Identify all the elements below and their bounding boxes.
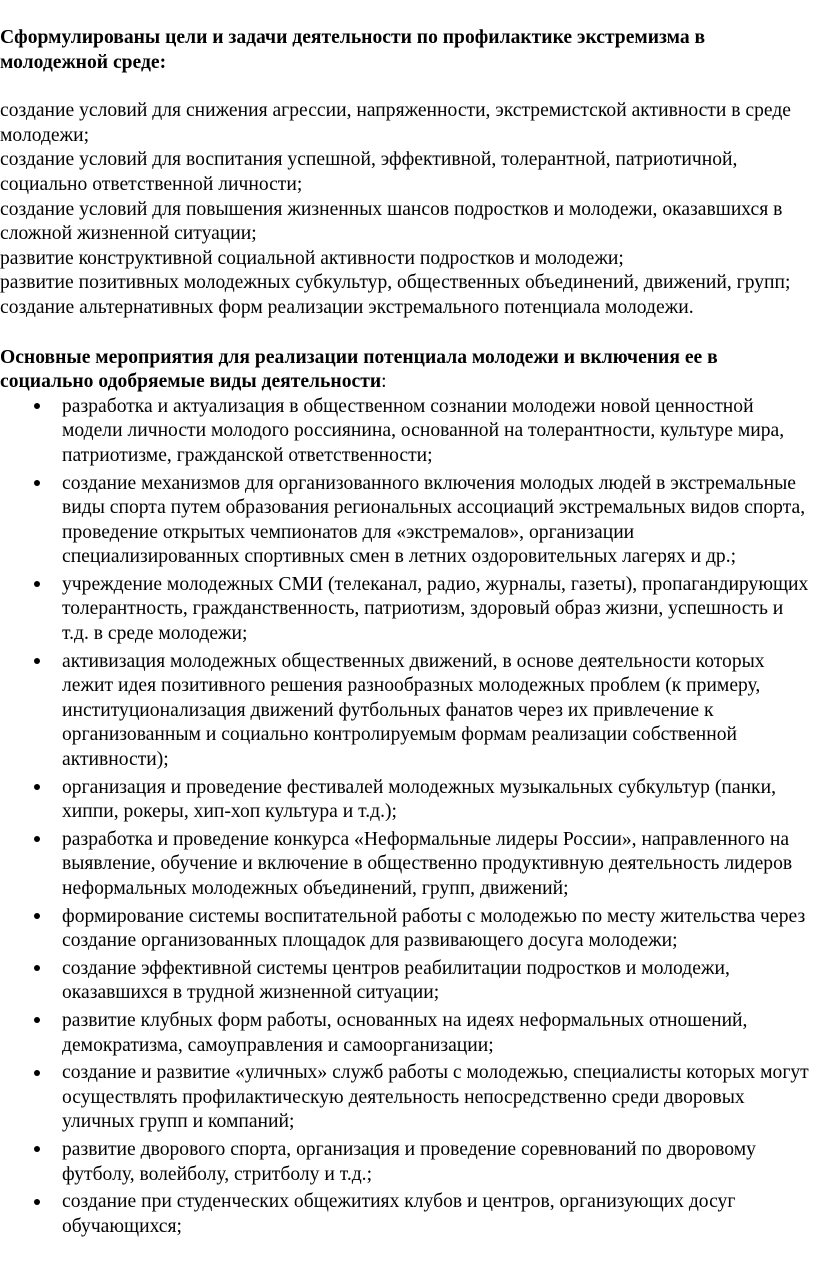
bullet-icon bbox=[31, 650, 43, 675]
bullet-icon bbox=[31, 472, 43, 497]
bullet-item-text: организация и проведение фестивалей молодежных музыкальных субкультур (панки, хиппи, рокеры, хип-хоп культура и т.д.); bbox=[62, 776, 776, 823]
bullet-item-text: создание и развитие «уличных» служб работы с молодежью, специалисты которых могут осуществлять профилактическую деятельность непосредственно среди дворовых уличных групп и компаний; bbox=[62, 1062, 809, 1133]
bullet-icon bbox=[31, 395, 43, 420]
list-item: создание условий для воспитания успешной, эффективной, толерантной, патриотичной, социально ответственной личности; bbox=[0, 149, 738, 195]
goals-list bbox=[0, 99, 812, 320]
document-page bbox=[0, 26, 812, 1242]
bullet-item bbox=[0, 905, 812, 954]
bullet-item bbox=[0, 1190, 812, 1239]
bullet-icon bbox=[31, 1061, 43, 1086]
bullet-icon bbox=[31, 573, 43, 598]
bullet-item bbox=[0, 1061, 812, 1135]
bullet-item-text: разработка и проведение конкурса «Неформальные лидеры России», направленного на выявление, обучение и включение в общественно продуктивную деятельность лидеров неформальных молодежных объединений, групп, движений; bbox=[62, 828, 793, 899]
bullet-icon bbox=[31, 1190, 43, 1215]
bullet-item-text: создание механизмов для организованного включения молодых людей в экстремальные виды спорта путем образования региональных ассоциаций экстремальных видов спорта, проведение открытых чемпионатов для «экстремалов», организации специализированных спортивных смен в летних оздоровительных лагерях и др.; bbox=[62, 472, 806, 568]
bullet-item bbox=[0, 776, 812, 825]
bullet-item bbox=[0, 395, 812, 469]
bullet-item bbox=[0, 650, 812, 773]
bullet-icon bbox=[31, 905, 43, 930]
bullet-item bbox=[0, 957, 812, 1006]
bullet-item-text: учреждение молодежных СМИ (телеканал, радио, журналы, газеты), пропагандирующих толерантность, гражданственность, патриотизм, здоровый образ жизни, успешность и т.д. в среде молодежи; bbox=[62, 573, 809, 645]
bullet-icon bbox=[31, 957, 43, 982]
bullet-icon bbox=[31, 1138, 43, 1163]
activities-heading-colon: : bbox=[381, 371, 387, 393]
bullet-item bbox=[0, 828, 812, 902]
list-item: развитие позитивных молодежных субкультур, общественных объединений, движений, групп; bbox=[0, 272, 791, 294]
list-item: развитие конструктивной социальной активности подростков и молодежи; bbox=[0, 247, 624, 269]
bullet-item bbox=[0, 1138, 812, 1187]
bullet-item-text: создание при студенческих общежитиях клубов и центров, организующих досуг обучающихся; bbox=[62, 1191, 736, 1237]
list-item: создание альтернативных форм реализации экстремального потенциала молодежи. bbox=[0, 296, 694, 318]
bullet-icon bbox=[31, 828, 43, 853]
bullet-icon bbox=[31, 776, 43, 801]
list-item: создание условий для снижения агрессии, напряженности, экстремистской активности в среде молодежи; bbox=[0, 100, 791, 146]
bullet-item-text: формирование системы воспитательной работы с молодежью по месту жительства через создание организованных площадок для развивающего досуга молодежи; bbox=[62, 905, 806, 952]
bullet-item bbox=[0, 1009, 812, 1058]
bullet-item-text: развитие дворового спорта, организация и проведение соревнований по дворовому футболу, волейболу, стритболу и т.д.; bbox=[62, 1138, 756, 1185]
bullet-item-text: активизация молодежных общественных движений, в основе деятельности которых лежит идея позитивного решения разнообразных молодежных проблем (к примеру, институционализация движений футбольных фанатов через их привлечение к организованным и социально контролируемым формам реализации собственной активности); bbox=[62, 650, 765, 771]
bullet-item-text: разработка и актуализация в общественном сознании молодежи новой ценностной модели личности молодого россиянина, основанной на толерантности, культуре мира, патриотизме, гражданской ответственности; bbox=[62, 395, 785, 466]
activities-heading bbox=[0, 346, 812, 395]
bullet-item bbox=[0, 573, 812, 647]
bullet-icon bbox=[31, 1009, 43, 1034]
goals-heading: Сформулированы цели и задачи деятельности по профилактике экстремизма в молодежной среде: bbox=[0, 27, 706, 73]
bullet-item bbox=[0, 472, 812, 570]
bullet-item-text: развитие клубных форм работы, основанных на идеях неформальных отношений, демократизма, самоуправления и самоорганизации; bbox=[62, 1009, 748, 1056]
bullet-item-text: создание эффективной системы центров реабилитации подростков и молодежи, оказавшихся в трудной жизненной ситуации; bbox=[62, 957, 730, 1004]
activities-heading-text: Основные мероприятия для реализации потенциала молодежи и включения ее в социально одобряемые виды деятельности bbox=[0, 346, 718, 393]
activities-list bbox=[0, 395, 812, 1240]
list-item: создание условий для повышения жизненных шансов подростков и молодежи, оказавшихся в сложной жизненной ситуации; bbox=[0, 198, 783, 245]
